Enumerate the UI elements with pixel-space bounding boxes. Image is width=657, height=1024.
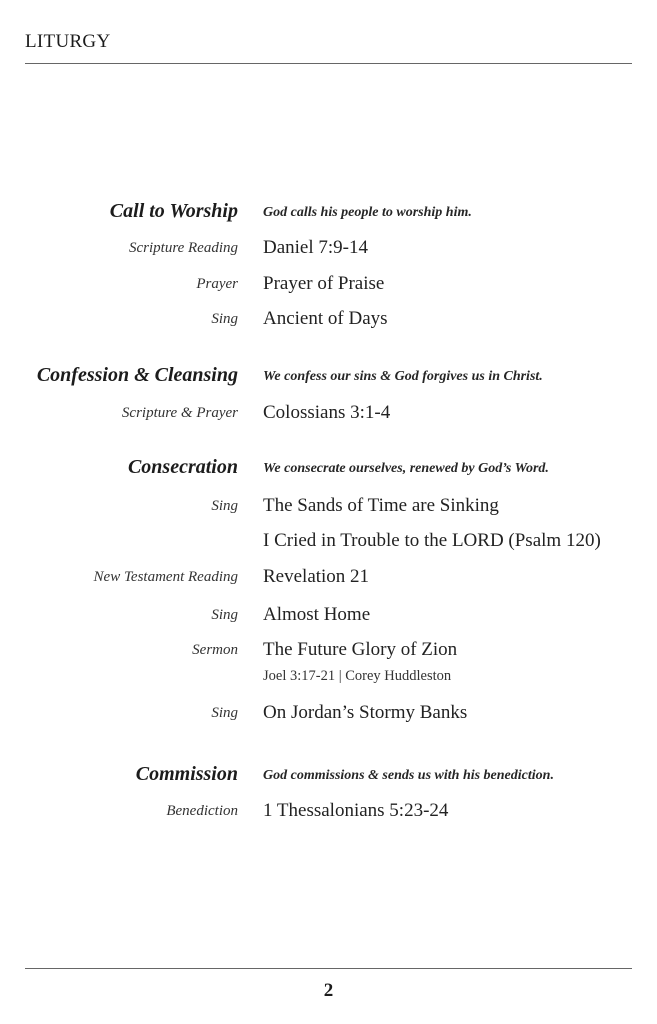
footer-divider (25, 968, 632, 969)
section-description: We consecrate ourselves, renewed by God’s Word. (263, 461, 549, 476)
section-description: God calls his people to worship him. (263, 205, 472, 220)
item-text: The Future Glory of Zion (263, 639, 458, 660)
item-label: Prayer (196, 276, 238, 292)
section-title: Call to Worship (109, 200, 238, 222)
sermon-reference: Joel 3:17-21 | Corey Huddleston (263, 668, 452, 684)
header-divider (25, 63, 632, 64)
item-label: Sermon (192, 642, 238, 658)
item-label: New Testament Reading (93, 569, 238, 585)
item-label: Scripture Reading (128, 240, 238, 256)
item-text: Colossians 3:1-4 (263, 402, 391, 423)
item-text: Ancient of Days (263, 308, 388, 329)
section-title: Consecration (127, 456, 238, 478)
item-text: 1 Thessalonians 5:23-24 (263, 800, 449, 821)
item-text: On Jordan’s Stormy Banks (263, 702, 468, 723)
item-label: Benediction (166, 803, 238, 819)
page-header-title: LITURGY (25, 31, 111, 52)
item-label: Sing (211, 311, 238, 327)
section-description: God commissions & sends us with his benediction. (263, 768, 554, 783)
section-title: Confession & Cleansing (36, 364, 238, 386)
page-number: 2 (323, 980, 334, 1001)
item-label: Sing (211, 498, 238, 514)
item-text: Daniel 7:9-14 (263, 237, 369, 258)
section-description: We confess our sins & God forgives us in Christ. (263, 369, 543, 384)
section-title: Commission (135, 763, 238, 785)
item-text: I Cried in Trouble to the LORD (Psalm 120) (263, 530, 601, 551)
item-label: Sing (211, 705, 238, 721)
item-label: Scripture & Prayer (121, 405, 238, 421)
item-text: Almost Home (263, 604, 371, 625)
item-label: Sing (211, 607, 238, 623)
item-text: Revelation 21 (263, 566, 370, 587)
item-text: The Sands of Time are Sinking (263, 495, 499, 516)
item-text: Prayer of Praise (263, 273, 385, 294)
